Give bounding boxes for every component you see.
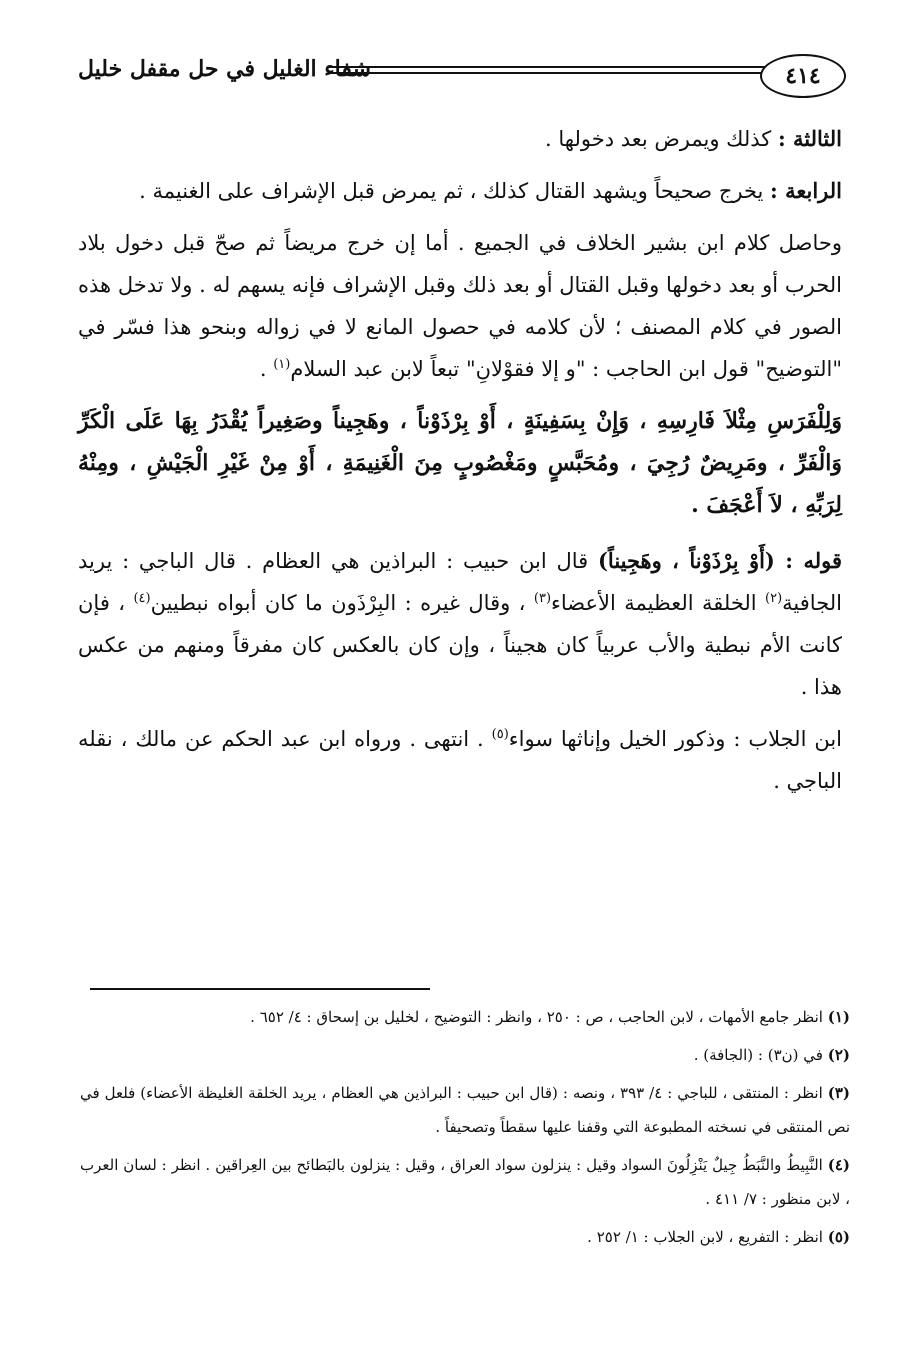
paragraph-fourth [78,170,842,212]
footnote-text: النَّبِيطُ والنَّبَطُ جِيلٌ يَنْزِلُونَ السواد وقيل : ينزلون سواد العراق ، وقيل : ينزلون بالبَطائح بين العِراقين . انظر : لسان العرب ، لابن منظور : ٧/ ٤١١ . [80,1156,850,1208]
paragraph-summary [78,222,842,390]
paragraph-text: قال ابن حبيب : البراذين هي العظام . قال الباجي : يريد الجافية [78,549,842,615]
footnote-item [80,1220,850,1254]
footnote-ref: (٥) [491,727,509,742]
footnote-ref: (٢) [765,591,783,606]
paragraph-text-end: . [259,357,274,381]
footnote-number: (٣) [827,1084,850,1102]
footnote-item [80,1000,850,1034]
paragraph-text: ابن الجلاب : وذكور الخيل وإناثها سواء [508,727,842,751]
paragraph-third [78,118,842,160]
footnote-ref: (١) [273,357,291,372]
page-number-badge: ٤١٤ [760,54,846,98]
footnote-number: (١) [827,1008,850,1026]
footnote-text: في (ن٣) : (الجافة) . [693,1046,828,1064]
footnote-text: انظر : التفريع ، لابن الجلاب : ١/ ٢٥٢ . [587,1228,828,1246]
paragraph-text: ، فإن كانت الأم نبطية والأب عربياً كان هجيناً ، وإن كان بالعكس كان مفرقاً ومنهم من عكس هذا . [78,591,842,699]
footnote-text: انظر جامع الأمهات ، لابن الحاجب ، ص : ٢٥٠ ، وانظر : التوضيح ، لخليل بن إسحاق : ٤/ ٦٥٢ . [250,1008,828,1026]
paragraph-commentary [78,540,842,708]
running-header [78,52,846,100]
commentary-lead: قوله : (أَوْ بِرْذَوْناً ، وهَجِيناً) [597,548,842,573]
footnote-item [80,1076,850,1144]
footnote-item [80,1148,850,1216]
footnote-number: (٥) [827,1228,850,1246]
main-text [78,118,842,812]
paragraph-text: . انتهى . ورواه ابن عبد الحكم عن مالك ، نقله الباجي . [78,727,842,793]
footnotes [80,1000,850,1258]
footnote-ref: (٤) [133,591,151,606]
footnote-number: (٤) [827,1156,850,1174]
matn-text: وَلِلْفَرَسِ مِثْلاَ فَارِسِهِ ، وَإِنْ بِسَفِينَةٍ ، أَوْ بِرْذَوْناً ، وهَجِيناً وصَغِيراً يُقْدَرُ بِهَا عَلَى الْكَرِّ وَالْفَرِّ ، ومَرِيضٌ رُجِيَ ، ومُحَبَّسٍ ومَغْصُوبٍ مِنَ الْغَنِيمَةِ ، أَوْ مِنْ غَيْرِ الْجَيْشِ ، ومِنْهُ لِرَبِّهِ ، لاَ أَعْجَفَ . [78,408,842,518]
paragraph-lead: الثالثة : [777,126,842,151]
paragraph-text: يخرج صحيحاً ويشهد القتال كذلك ، ثم يمرض قبل الإشراف على الغنيمة . [139,179,771,203]
footnote-separator [90,988,430,990]
paragraph-text: وحاصل كلام ابن بشير الخلاف في الجميع . أما إن خرج مريضاً ثم صحّ قبل دخول بلاد الحرب أو بعد دخولها وقبل القتال أو بعد ذلك وقبل الإشراف فإنه يسهم له . ولا تدخل هذه الصور في كلام المصنف ؛ لأن كلامه في حصول المانع لا في زواله وبنحو هذا فسّر في "التوضيح" قول ابن الحاجب : "و إلا فقوْلانِ" تبعاً لابن عبد السلام [78,231,842,381]
footnote-number: (٢) [827,1046,850,1064]
paragraph-text: ، وقال غيره : البِرْذَون ما كان أبواه نبطيين [150,591,534,615]
footnote-text: انظر : المنتقى ، للباجي : ٤/ ٣٩٣ ، ونصه : (قال ابن حبيب : البراذين هي العظام ، يريد الخلقة الغليظة الأعضاء) فلعل في نص المنتقى في نسخته المطبوعة التي وقفنا عليها سقطاً وتصحيفاً . [80,1084,850,1136]
header-rule [328,66,768,74]
footnote-item [80,1038,850,1072]
book-title: شفاء الغليل في حل مقفل خليل [78,56,371,82]
paragraph-text: الخلقة العظيمة الأعضاء [551,591,766,615]
paragraph-text: كذلك ويمرض بعد دخولها . [545,127,778,151]
paragraph-jallab [78,718,842,802]
paragraph-lead: الرابعة : [770,178,842,203]
footnote-ref: (٣) [533,591,552,606]
